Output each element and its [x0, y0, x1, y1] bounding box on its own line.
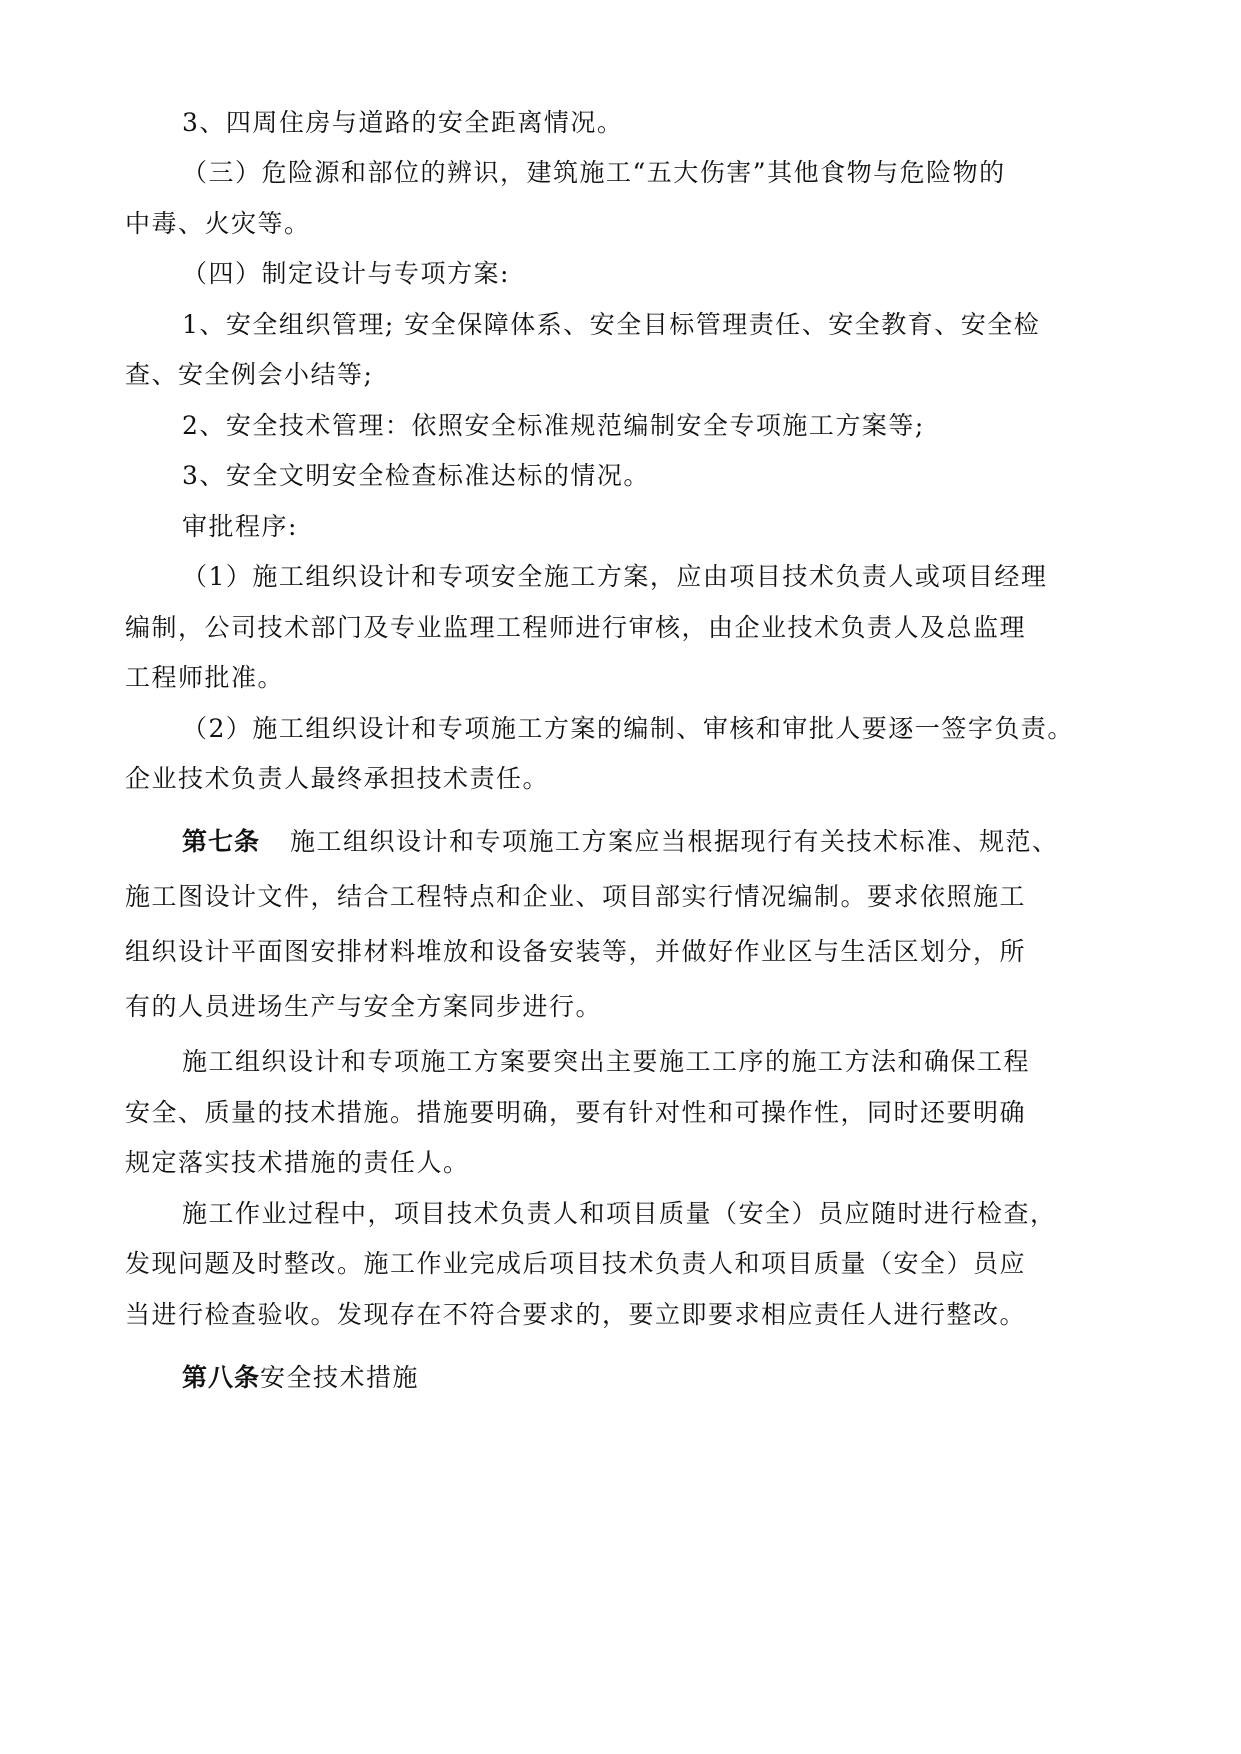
text-line: （三）危险源和部位的辨识，建筑施工“五大伤害”其他食物与危险物的 — [182, 158, 1006, 187]
text-line: 3、安全文明安全检查标准达标的情况。 — [182, 461, 650, 490]
text-line: 施工图设计文件，结合工程特点和企业、项目部实行情况编制。要求依照施工 — [125, 882, 1027, 911]
text-line: 组织设计平面图安排材料堆放和设备安装等，并做好作业区与生活区划分，所 — [125, 937, 1027, 966]
text-line: （2）施工组织设计和专项施工方案的编制、审核和审批人要逐一签字负责。 — [182, 714, 1074, 743]
text-line: 当进行检查验收。发现存在不符合要求的，要立即要求相应责任人进行整改。 — [125, 1300, 1027, 1329]
text-line: 编制，公司技术部门及专业监理工程师进行审核，由企业技术负责人及总监理 — [125, 613, 1027, 642]
text-line: 施工作业过程中，项目技术负责人和项目质量（安全）员应随时进行检查， — [182, 1199, 1057, 1228]
article-7-line — [182, 825, 1125, 859]
text-line: 企业技术负责人最终承担技术责任。 — [125, 764, 550, 793]
text-line: 安全、质量的技术措施。措施要明确，要有针对性和可操作性，同时还要明确 — [125, 1098, 1027, 1127]
text-line: 发现问题及时整改。施工作业完成后项目技术负责人和项目质量（安全）员应 — [125, 1249, 1027, 1278]
text-span: 施工组织设计和专项施工方案应当根据现行有关技术标准、规范、 — [290, 827, 1059, 856]
section-heading: 审批程序: — [182, 512, 298, 541]
text-line: 2、安全技术管理：依照安全标准规范编制安全专项施工方案等; — [182, 411, 925, 440]
text-span: 安全技术措施 — [260, 1363, 420, 1392]
article-8-label: 第八条 — [182, 1363, 261, 1392]
text-line: 规定落实技术措施的责任人。 — [125, 1148, 470, 1177]
text-line: 查、安全例会小结等; — [125, 360, 374, 389]
text-line: 施工组织设计和专项施工方案要突出主要施工工序的施工方法和确保工程 — [182, 1047, 1031, 1076]
article-7-label: 第七条 — [182, 827, 261, 856]
text-line: 3、四周住房与道路的安全距离情况。 — [182, 108, 624, 137]
text-line: （四）制定设计与专项方案: — [182, 259, 510, 288]
text-line: （1）施工组织设计和专项安全施工方案，应由项目技术负责人或项目经理 — [182, 562, 1048, 591]
text-line: 中毒、火灾等。 — [125, 209, 311, 238]
text-line: 有的人员进场生产与安全方案同步进行。 — [125, 992, 603, 1021]
article-8-line — [182, 1361, 1125, 1395]
text-line: 工程师批准。 — [125, 663, 285, 692]
text-line: 1、安全组织管理; 安全保障体系、安全目标管理责任、安全教育、安全检 — [182, 310, 1041, 339]
